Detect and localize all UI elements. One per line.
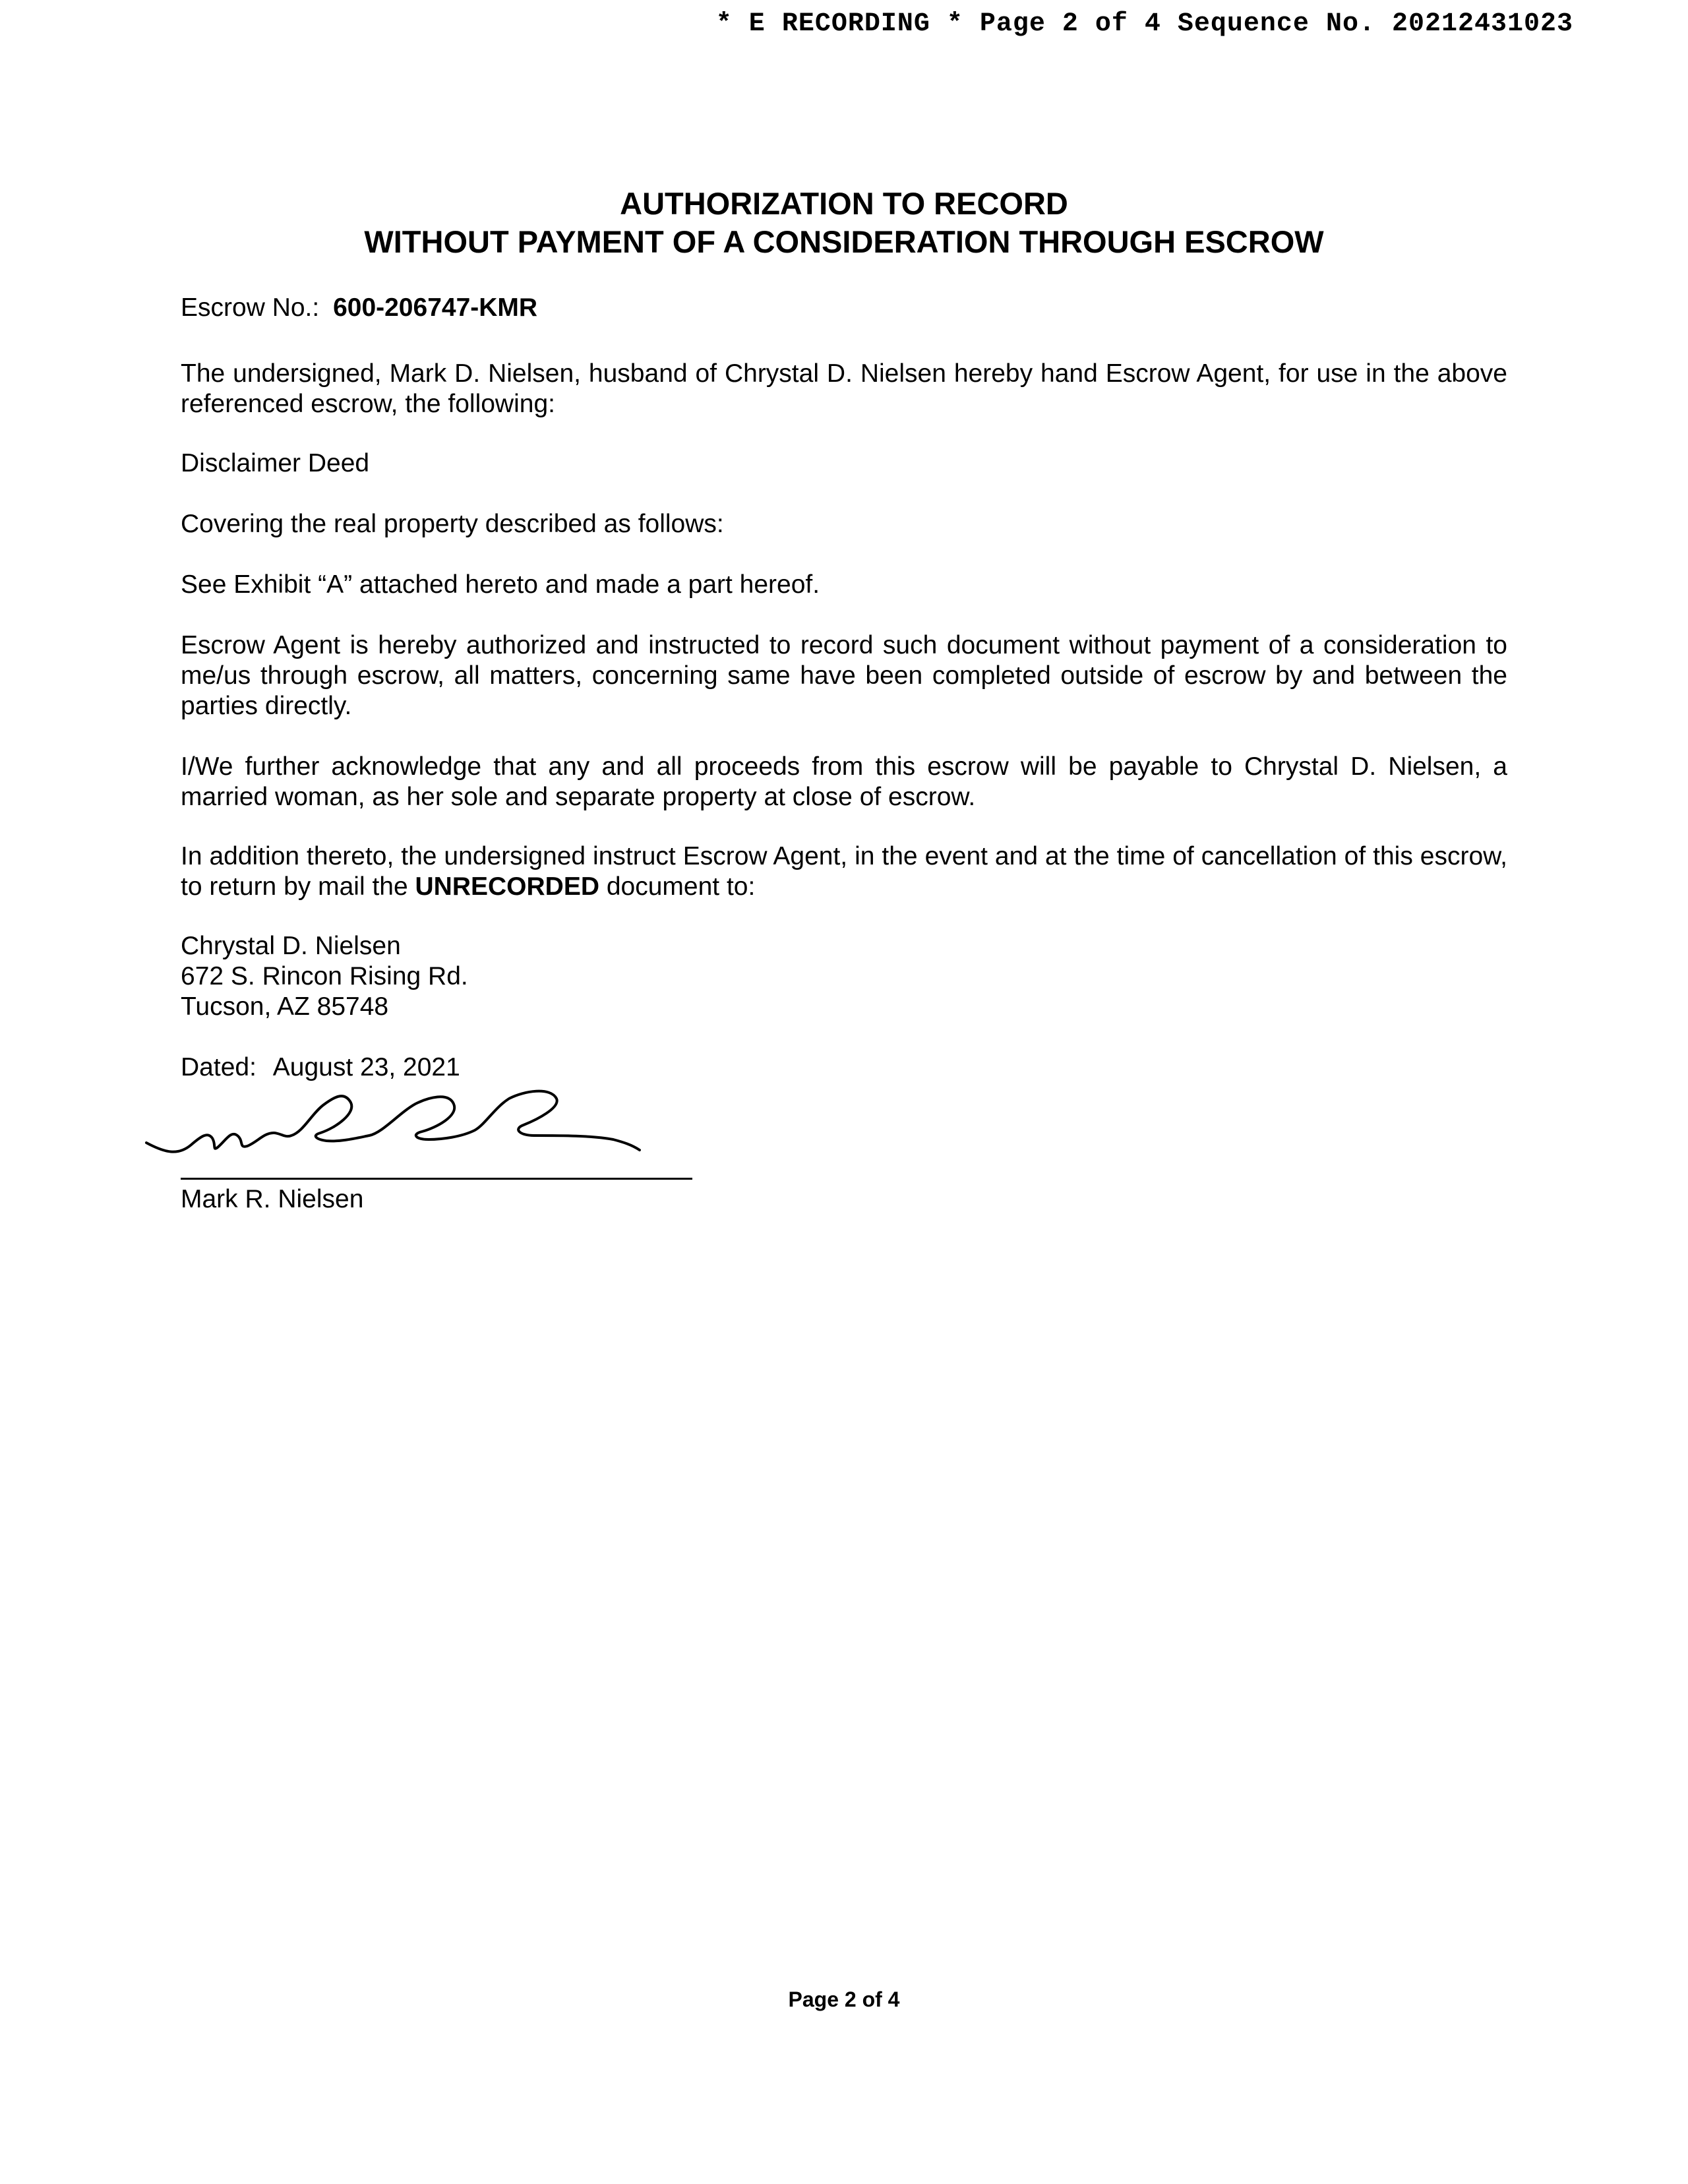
signer-name: Mark R. Nielsen bbox=[181, 1185, 364, 1213]
return-address bbox=[181, 931, 1507, 1022]
recording-header: * E RECORDING * Page 2 of 4 Sequence No. 20212431023 bbox=[715, 9, 1573, 39]
dated-label: Dated: bbox=[181, 1053, 256, 1081]
document-title bbox=[0, 185, 1688, 261]
paragraph-cancellation bbox=[181, 841, 1507, 902]
escrow-label: Escrow No.: bbox=[181, 293, 320, 322]
escrow-number-line bbox=[181, 293, 1507, 323]
cancellation-text-post: document to: bbox=[599, 872, 756, 901]
paragraph-undersigned: The undersigned, Mark D. Nielsen, husband of Chrystal D. Nielsen hereby hand Escrow Agent, for use in the above referenced escrow, the following: bbox=[181, 359, 1507, 418]
return-city: Tucson, AZ 85748 bbox=[181, 992, 389, 1021]
dated-date: August 23, 2021 bbox=[272, 1053, 460, 1081]
paragraph-document-type: Disclaimer Deed bbox=[181, 449, 370, 477]
cancellation-unrecorded: UNRECORDED bbox=[415, 872, 600, 901]
escrow-number: 600-206747-KMR bbox=[333, 293, 538, 322]
return-name: Chrystal D. Nielsen bbox=[181, 932, 401, 960]
cancellation-text-pre: In addition thereto, the undersigned instruct Escrow Agent, in the event and at the time of cancellation of this escrow, to return by mail the bbox=[181, 842, 1507, 901]
paragraph-covering: Covering the real property described as follows: bbox=[181, 510, 724, 538]
page-footer: Page 2 of 4 bbox=[788, 1987, 900, 2011]
handwritten-signature bbox=[138, 1067, 706, 1186]
paragraph-acknowledge: I/We further acknowledge that any and all proceeds from this escrow will be payable to Chrystal D. Nielsen, a married woman, as her sole and separate property at close of escrow. bbox=[181, 752, 1507, 811]
paragraph-exhibit: See Exhibit “A” attached hereto and made a part hereof. bbox=[181, 570, 820, 599]
title-line-1: AUTHORIZATION TO RECORD bbox=[620, 186, 1068, 221]
title-line-2: WITHOUT PAYMENT OF A CONSIDERATION THROUGH ESCROW bbox=[364, 224, 1324, 259]
signature-line bbox=[181, 1178, 692, 1180]
return-street: 672 S. Rincon Rising Rd. bbox=[181, 962, 468, 990]
paragraph-authorization: Escrow Agent is hereby authorized and instructed to record such document without payment of a consideration to me/us through escrow, all matters, concerning same have been completed outside of escrow by and between the parties directly. bbox=[181, 631, 1507, 720]
